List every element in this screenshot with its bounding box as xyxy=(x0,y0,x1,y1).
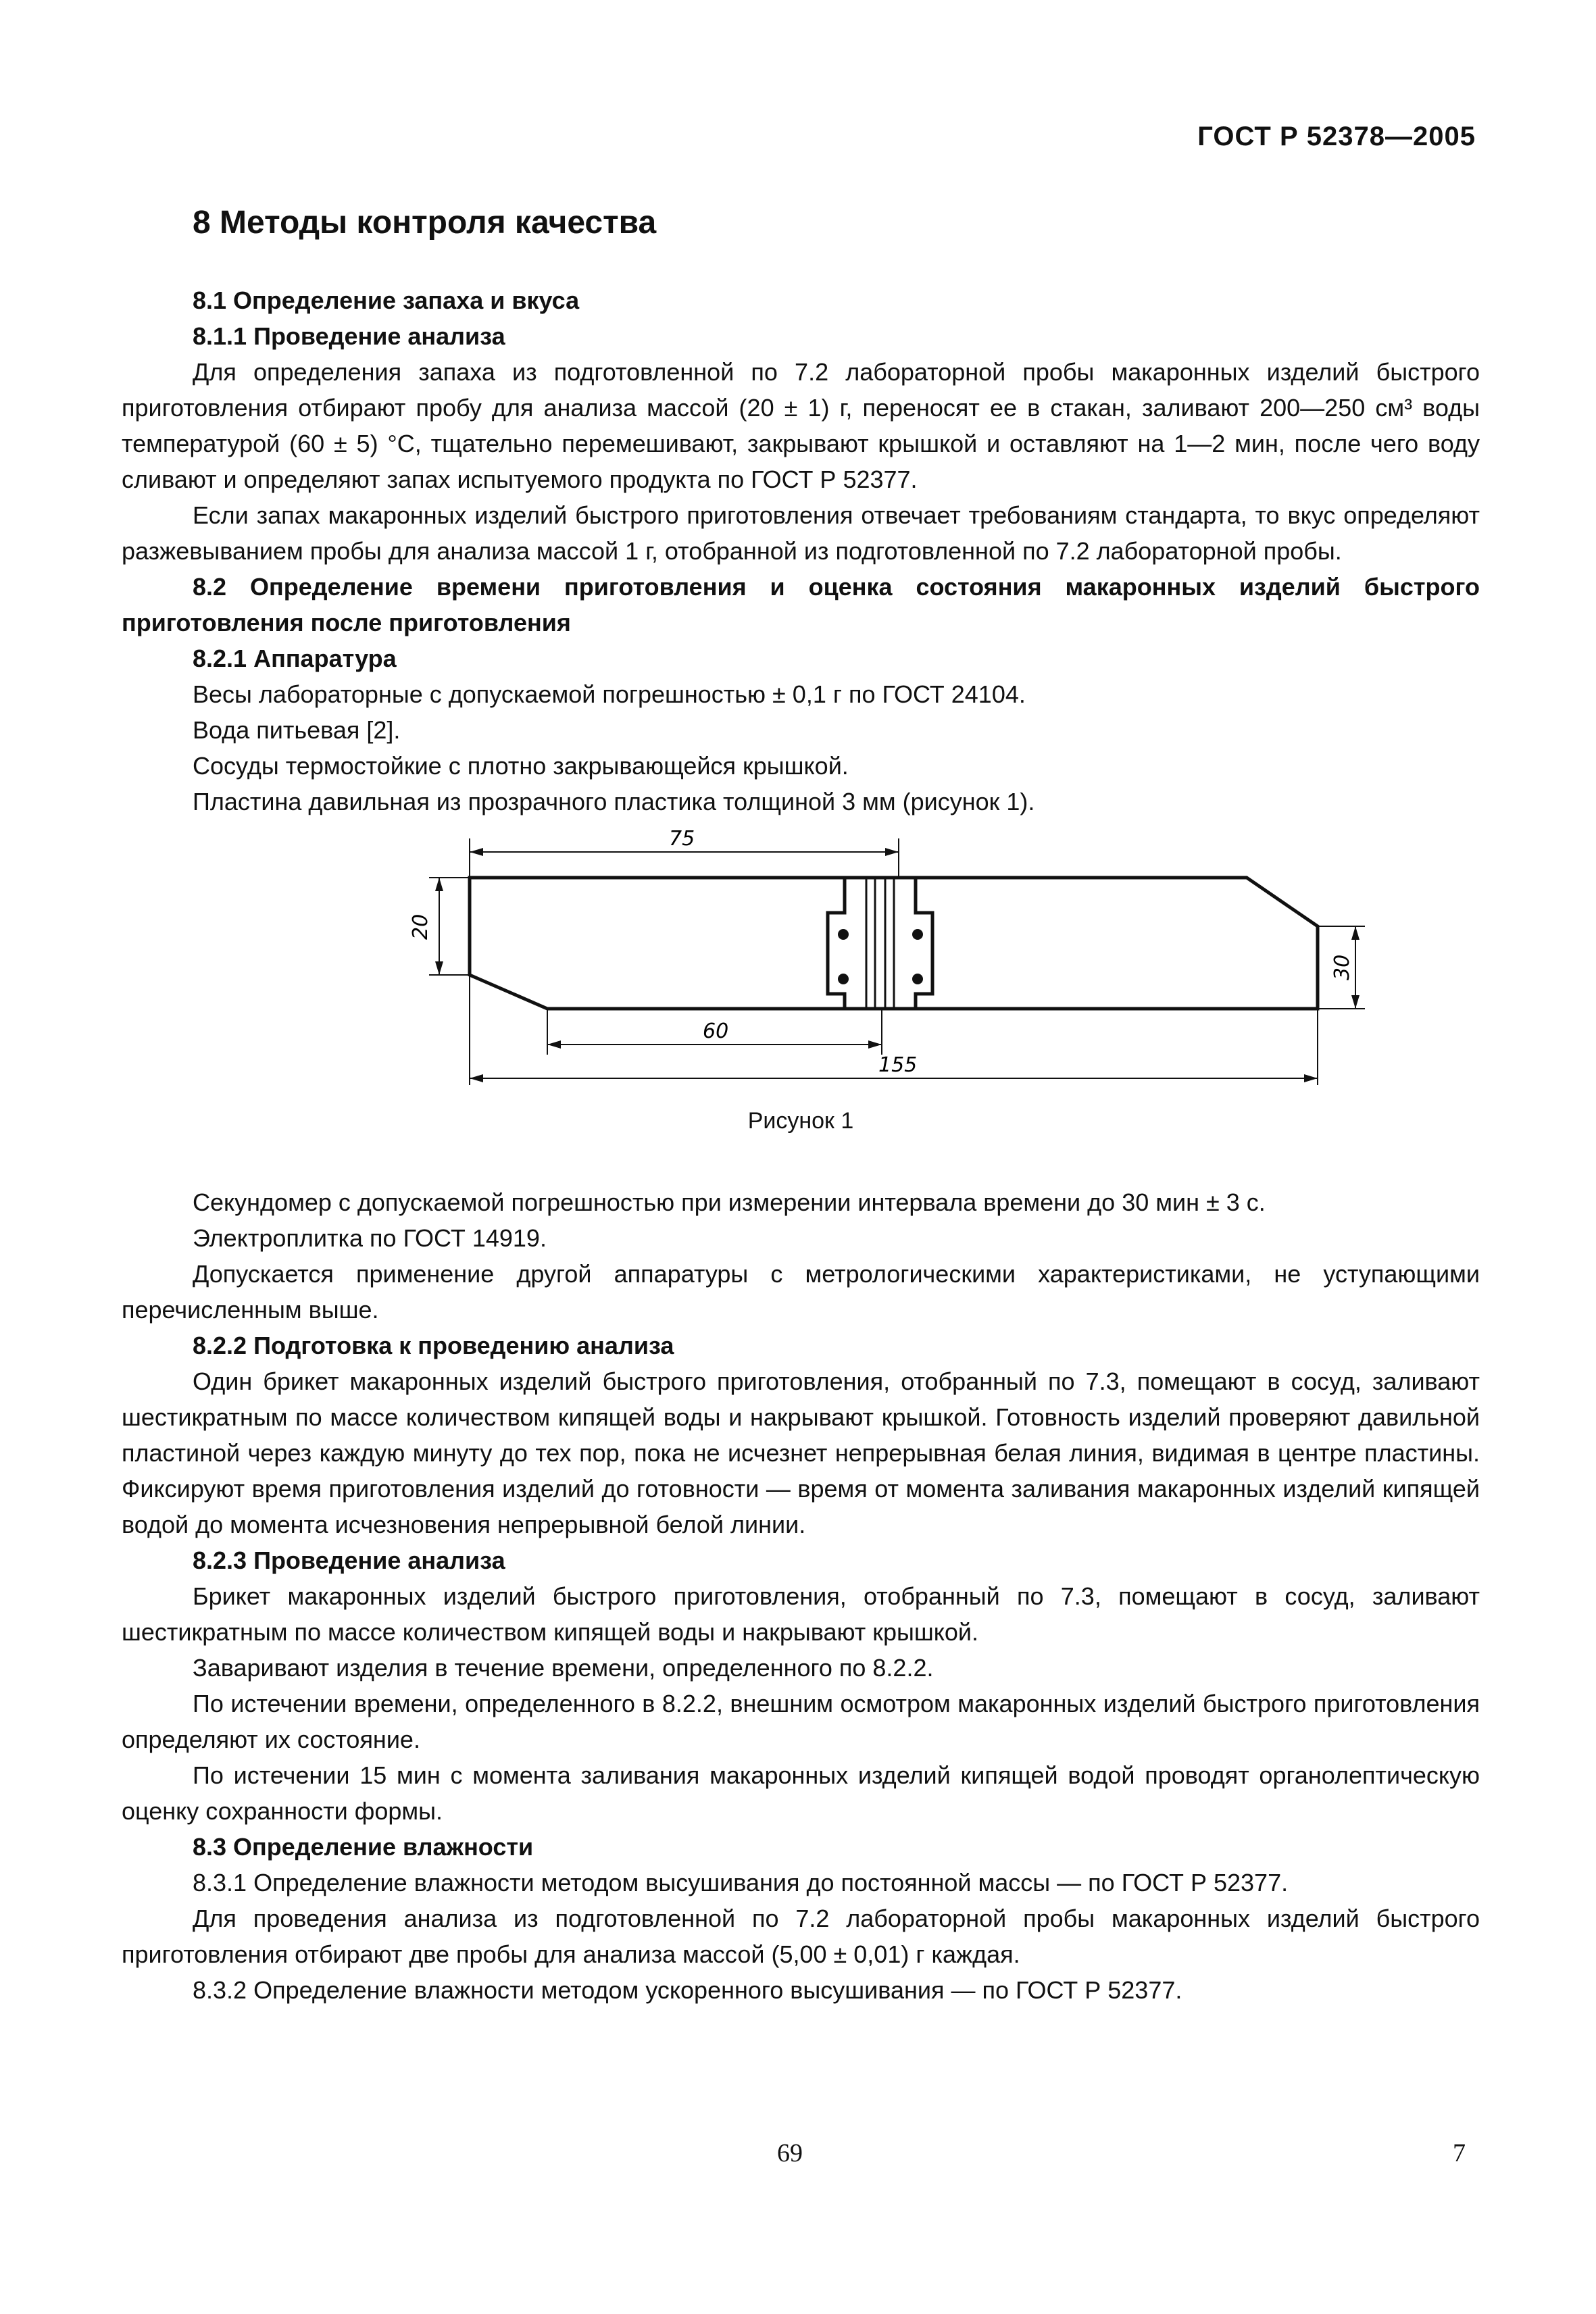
paragraph: Секундомер с допускаемой погрешностью при измерении интервала времени до 30 мин ± 3 с. xyxy=(193,1188,1266,1216)
paragraph: Весы лабораторные с допускаемой погрешностью ± 0,1 г по ГОСТ 24104. xyxy=(193,680,1026,708)
hinge-hole xyxy=(912,929,923,940)
paragraph: Для проведения анализа из подготовленной по 7.2 лабораторной пробы макаронных изделий быстрого приготовления отбирают две пробы для анализа массой (5,00 ± 0,01) г каждая. xyxy=(122,1905,1480,1968)
paragraph: По истечении времени, определенного в 8.2.2, внешним осмотром макаронных изделий быстрого приготовления определяют их состояние. xyxy=(122,1690,1480,1753)
paragraph: 8.3.1 Определение влажности методом высушивания до постоянной массы — по ГОСТ Р 52377. xyxy=(193,1869,1289,1896)
subsection-heading: 8.2.1 Аппаратура xyxy=(193,645,397,672)
subsection-heading: 8.2.3 Проведение анализа xyxy=(193,1546,505,1574)
paragraph: 8.3.2 Определение влажности методом ускоренного высушивания — по ГОСТ Р 52377. xyxy=(193,1976,1182,2004)
paragraph: Если запах макаронных изделий быстрого приготовления отвечает требованиям стандарта, то вкус определяют разжевыванием пробы для анализа массой 1 г, отобранной из подготовленной по 7.2 лабораторной пробы. xyxy=(122,501,1480,565)
dim-label-30: 30 xyxy=(1330,954,1354,980)
paragraph: Для определения запаха из подготовленной по 7.2 лабораторной пробы макаронных изделий быстрого приготовления отбирают пробу для анализа массой (20 ± 1) г, переносят ее в стакан, заливают 200—250 см³ воды температурой (60 ± 5) °С, тщательно перемешивают, закрывают крышкой и оставляют на 1—2 мин, после чего воду сливают и определяют запах испытуемого продукта по ГОСТ Р 52377. xyxy=(122,358,1480,493)
hinge-hole xyxy=(912,974,923,984)
page-number-right: 7 xyxy=(1453,2139,1466,2167)
subsection-heading: 8.1.1 Проведение анализа xyxy=(193,322,505,350)
hinge-right xyxy=(916,878,932,1009)
paragraph: По истечении 15 мин с момента заливания макаронных изделий кипящей водой проводят органолептическую оценку сохранности формы. xyxy=(122,1761,1480,1825)
dim-label-75: 75 xyxy=(669,827,695,851)
section-title: 8 Методы контроля качества xyxy=(193,205,657,241)
hinge-left xyxy=(828,878,845,1009)
content xyxy=(122,196,1480,2008)
hinge-hole xyxy=(838,974,849,984)
figure-caption: Рисунок 1 xyxy=(747,1108,854,1134)
hinge-center xyxy=(866,878,894,1009)
dim-label-20: 20 xyxy=(409,913,432,940)
figure-1 xyxy=(122,820,1480,1184)
paragraph: Заваривают изделия в течение времени, определенного по 8.2.2. xyxy=(193,1654,934,1682)
paragraph: Один брикет макаронных изделий быстрого приготовления, отобранный по 7.3, помещают в сосуд, заливают шестикратным по массе количеством кипящей воды и накрывают крышкой. Готовность изделий проверяют давильной пластиной через каждую минуту до тех пор, пока не исчезнет непрерывная белая линия, видимая в центре пластины. Фиксируют время приготовления изделий до готовности — время от момента заливания макаронных изделий кипящей водой до момента исчезновения непрерывной белой линии. xyxy=(122,1367,1480,1538)
page-number-center: 69 xyxy=(777,2139,803,2167)
paragraph: Пластина давильная из прозрачного пластика толщиной 3 мм (рисунок 1). xyxy=(193,788,1035,815)
paragraph: Допускается применение другой аппаратуры с метрологическими характеристиками, не уступающими перечисленным выше. xyxy=(122,1260,1480,1324)
paragraph: Вода питьевая [2]. xyxy=(193,716,401,744)
paragraph: Сосуды термостойкие с плотно закрывающейся крышкой. xyxy=(193,752,849,780)
subsection-heading: 8.1 Определение запаха и вкуса xyxy=(193,286,580,314)
pressing-plate-drawing xyxy=(250,825,1385,1095)
subsection-heading: 8.2 Определение времени приготовления и оценка состояния макаронных изделий быстрого приготовления после приготовления xyxy=(122,573,1480,636)
subsection-heading: 8.2.2 Подготовка к проведению анализа xyxy=(193,1332,674,1359)
hinge-hole xyxy=(838,929,849,940)
dim-label-60: 60 xyxy=(703,1020,729,1043)
dim-label-155: 155 xyxy=(878,1053,918,1077)
paragraph: Электроплитка по ГОСТ 14919. xyxy=(193,1224,547,1252)
paragraph: Брикет макаронных изделий быстрого приготовления, отобранный по 7.3, помещают в сосуд, заливают шестикратным по массе количеством кипящей воды и накрывают крышкой. xyxy=(122,1582,1480,1646)
standard-code: ГОСТ Р 52378—2005 xyxy=(1197,122,1476,151)
subsection-heading: 8.3 Определение влажности xyxy=(193,1833,534,1861)
